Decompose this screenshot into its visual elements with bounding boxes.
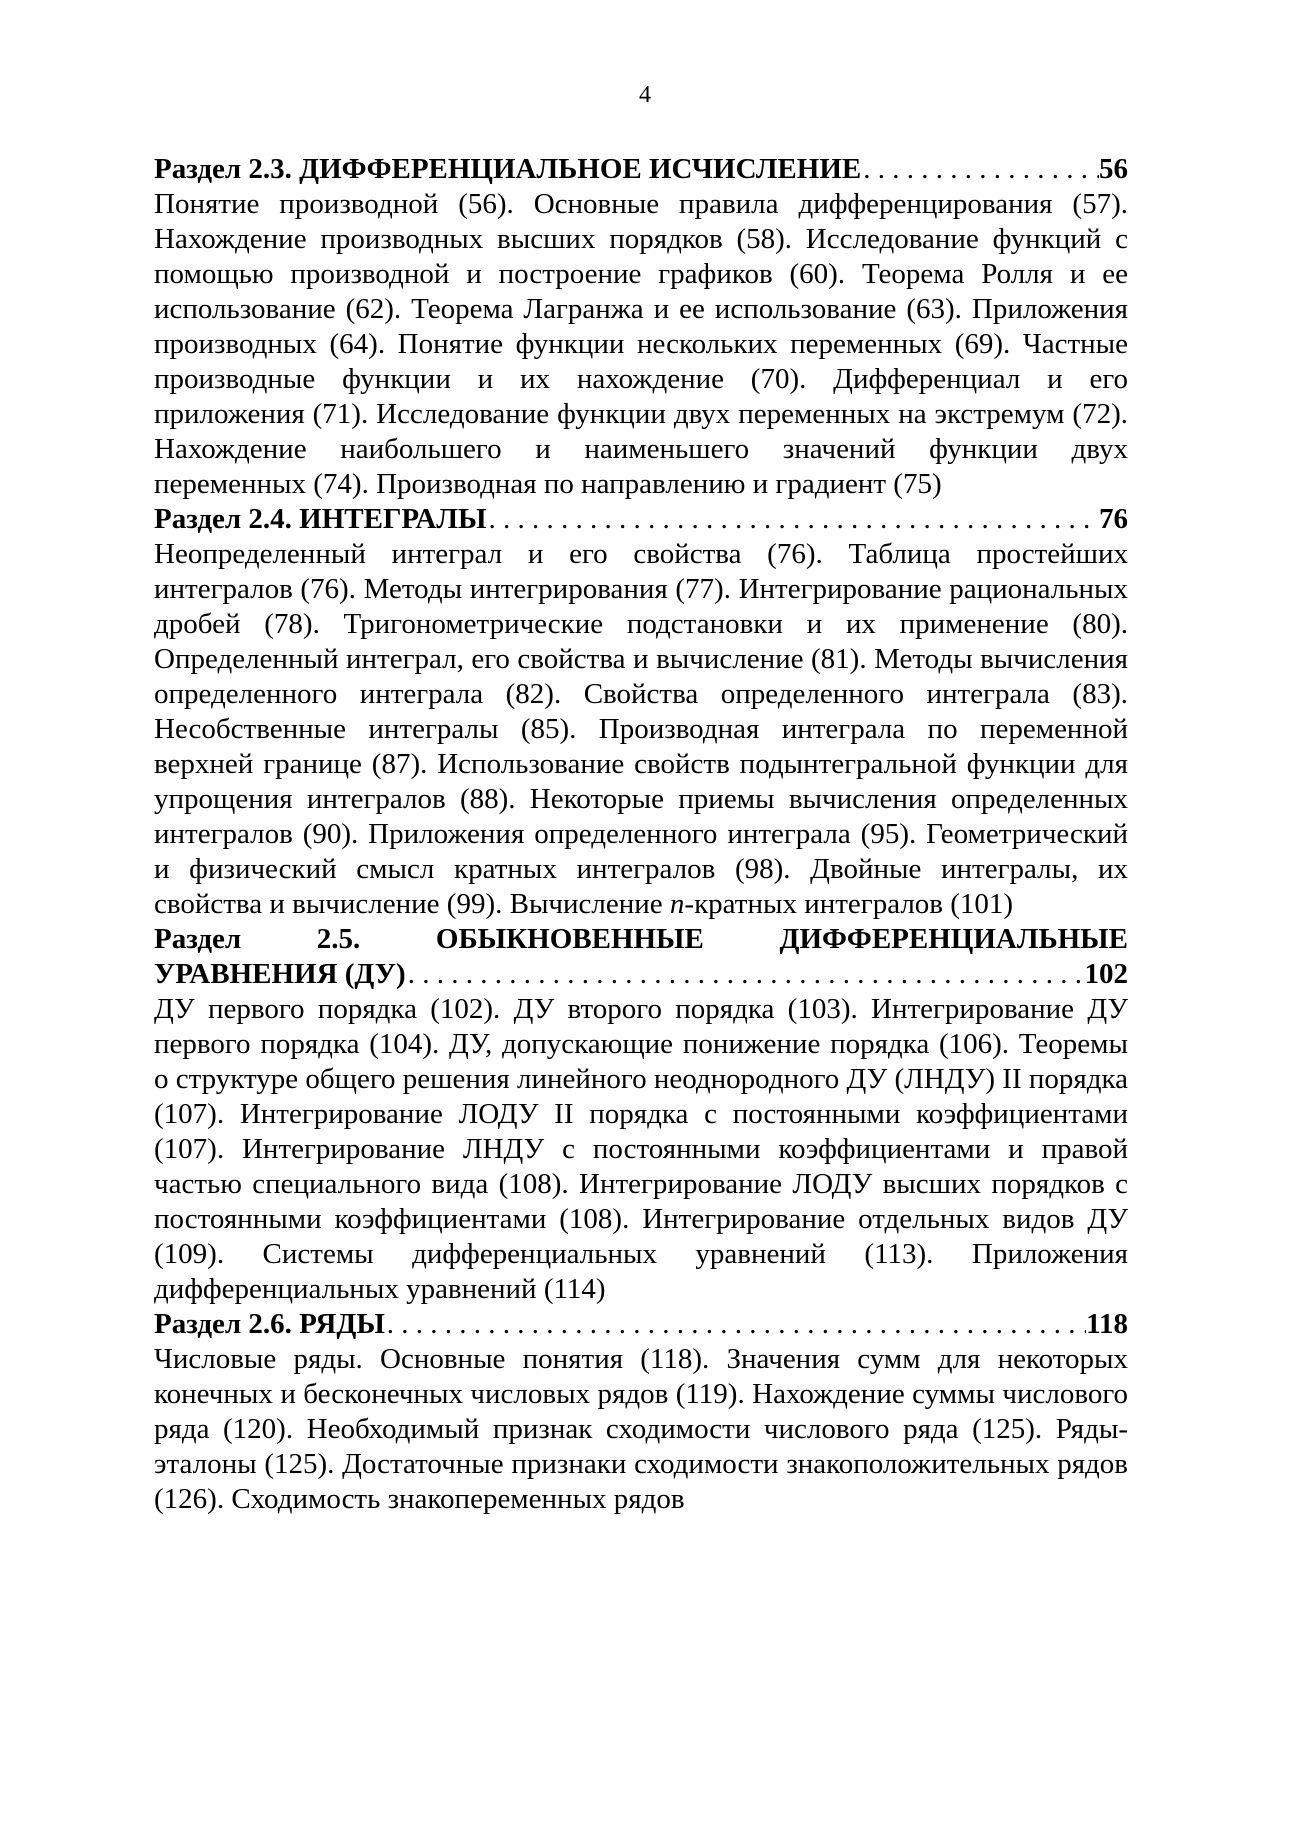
section-title-word-2: ДИФФЕРЕНЦИАЛЬНЫЕ xyxy=(779,923,1128,955)
section-heading xyxy=(154,502,1128,537)
dot-leader xyxy=(406,957,1085,992)
section-heading xyxy=(154,1307,1128,1342)
section-description-text: Неопределенный интеграл и его свойства (76). Таблица простейших интегралов (76). Методы интегрирования (77). Интегрирование рациональных дробей (78). Тригонометрические подстановки и их применение (80). Определенный интеграл, его свойства и вычисление (81). Методы вычисления определенного интеграла (82). Свойства определенного интеграла (83). Несобственные интегралы (85). Производная интеграла по переменной верхней границе (87). Использование свойств подынтегральной функции для упрощения интегралов (88). Некоторые приемы вычисления определенных интегралов (90). Приложения определенного интеграла (95). Геометрический и физический смысл кратных интегралов (98). Двойные интегралы, их свойства и вычисление (99). Вычисление xyxy=(154,538,1128,920)
section-title: Раздел 2.4. ИНТЕГРАЛЫ xyxy=(154,503,487,535)
section-page-number: 56 xyxy=(1099,153,1128,185)
dot-leader xyxy=(861,152,1099,187)
section-heading xyxy=(154,152,1128,187)
section-page-number: 76 xyxy=(1099,503,1128,535)
section-description: ДУ первого порядка (102). ДУ второго порядка (103). Интегрирование ДУ первого порядка (104). ДУ, допускающие понижение порядка (106). Теоремы о структуре общего решения линейного неоднородного ДУ (ЛНДУ) II порядка (107). Интегрирование ЛОДУ II порядка с постоянными коэффициентами (107). Интегрирование ЛНДУ с постоянными коэффициентами и правой частью специального вида (108). Интегрирование ЛОДУ высших порядков с постоянными коэффициентами (108). Интегрирование отдельных видов ДУ (109). Системы дифференциальных уравнений (113). Приложения дифференциальных уравнений (114) xyxy=(154,993,1128,1305)
section-heading-line-1 xyxy=(154,922,1128,957)
dot-leader xyxy=(385,1307,1086,1342)
section-title-continued: УРАВНЕНИЯ (ДУ) xyxy=(154,958,406,990)
section-title: Раздел 2.3. ДИФФЕРЕНЦИАЛЬНОЕ ИСЧИСЛЕНИЕ xyxy=(154,153,862,185)
section-heading-line-2 xyxy=(154,957,1128,992)
toc-entry-section-2-5 xyxy=(154,922,1128,1307)
section-title-word-1: ОБЫКНОВЕННЫЕ xyxy=(435,923,704,955)
section-description-text-end: -кратных интегралов (101) xyxy=(684,888,1014,920)
toc-entry-section-2-3 xyxy=(154,152,1128,502)
italic-variable: n xyxy=(669,888,685,920)
page-number: 4 xyxy=(639,82,651,108)
section-number: Раздел 2.5. xyxy=(154,923,361,955)
section-description xyxy=(154,537,1128,922)
table-of-contents xyxy=(154,152,1128,1517)
section-page-number: 102 xyxy=(1084,958,1128,990)
toc-entry-section-2-6 xyxy=(154,1307,1128,1517)
section-description: Числовые ряды. Основные понятия (118). Значения сумм для некоторых конечных и бесконечных числовых рядов (119). Нахождение суммы числового ряда (120). Необходимый признак сходимости числового ряда (125). Ряды-эталоны (125). Достаточные признаки сходимости знакоположительных рядов (126). Сходимость знакопеременных рядов xyxy=(154,1343,1128,1515)
section-page-number: 118 xyxy=(1086,1308,1128,1340)
section-title: Раздел 2.6. РЯДЫ xyxy=(154,1308,385,1340)
dot-leader xyxy=(486,502,1099,537)
section-description: Понятие производной (56). Основные правила дифференцирования (57). Нахождение производных высших порядков (58). Исследование функций с помощью производной и построение графиков (60). Теорема Ролля и ее использование (62). Теорема Лагранжа и ее использование (63). Приложения производных (64). Понятие функции нескольких переменных (69). Частные производные функции и их нахождение (70). Дифференциал и его приложения (71). Исследование функции двух переменных на экстремум (72). Нахождение наибольшего и наименьшего значений функции двух переменных (74). Производная по направлению и градиент (75) xyxy=(154,188,1128,500)
toc-entry-section-2-4 xyxy=(154,502,1128,922)
